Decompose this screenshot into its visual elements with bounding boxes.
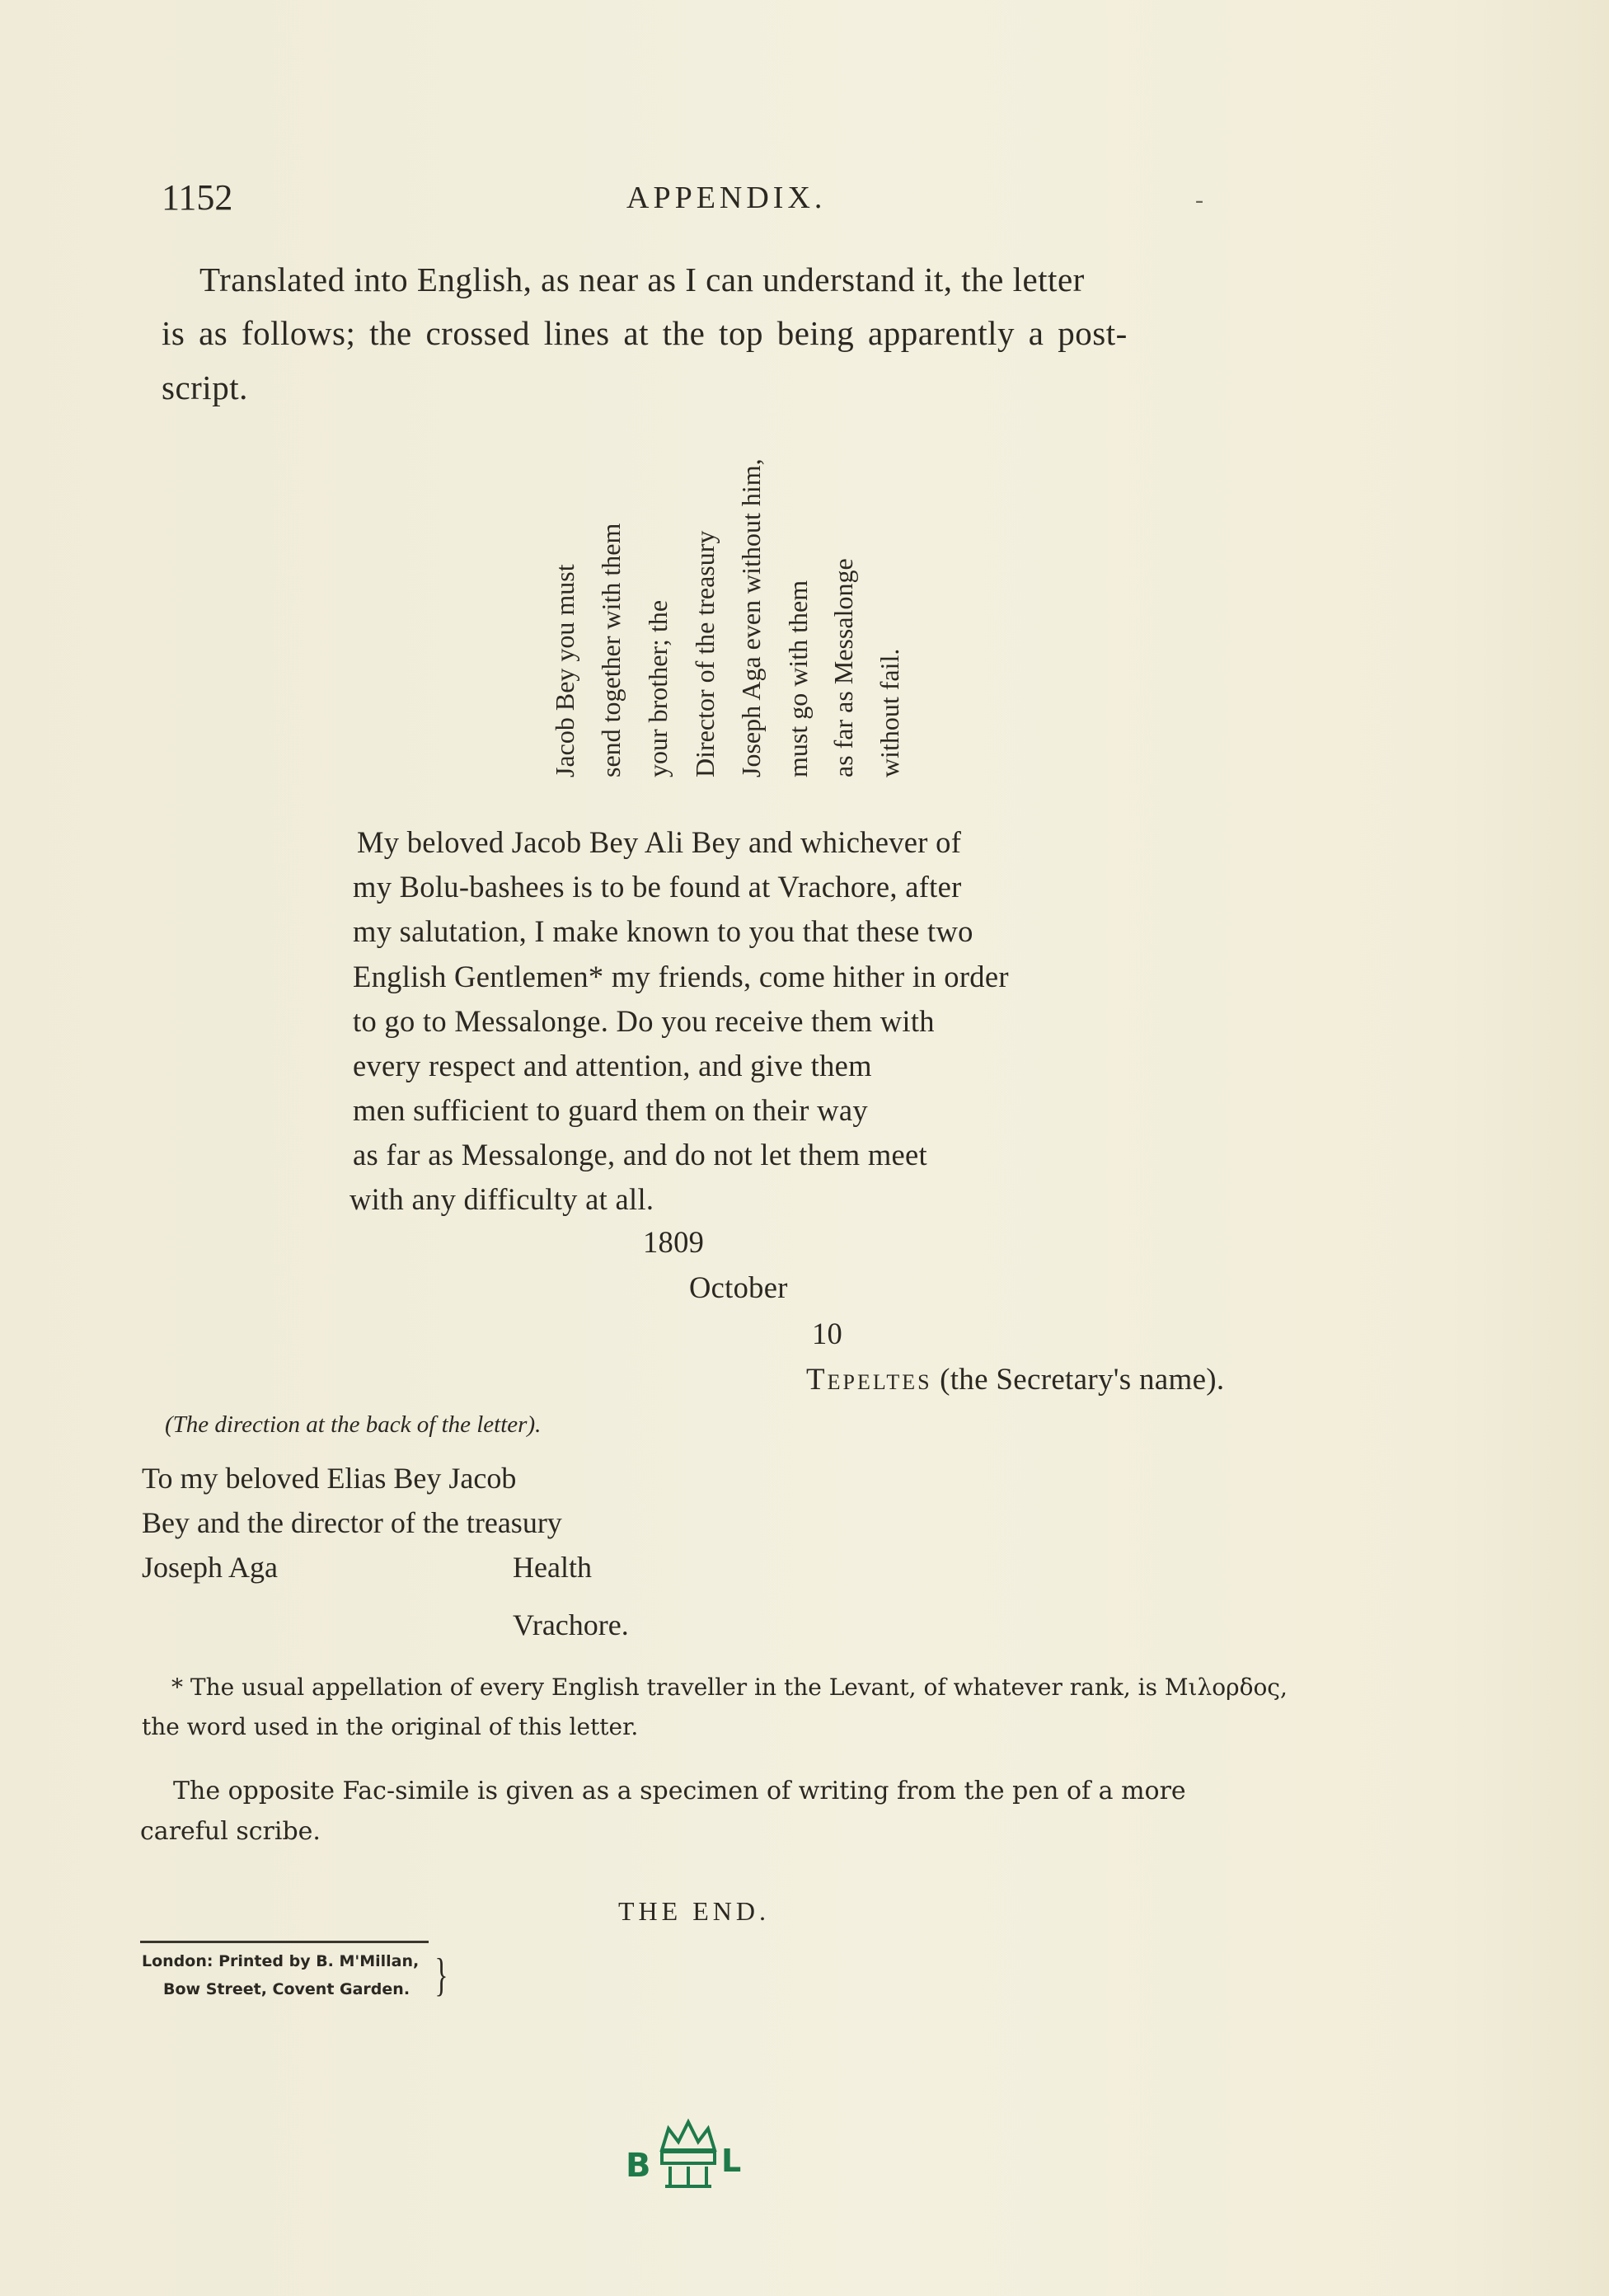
letter-line: as far as Messalonge, and do not let them meet: [353, 1138, 927, 1171]
date-day: 10: [812, 1317, 843, 1350]
date-month: October: [689, 1270, 788, 1304]
imprint-line-1: London: Printed by B. M'Millan,: [142, 1952, 420, 1970]
signature: [806, 1362, 1224, 1397]
postscript-line: without fail.: [875, 648, 904, 777]
intro-line-2: is as follows; the crossed lines at the top being apparently a post-: [162, 314, 1128, 352]
footnote-line-2: the word used in the original of this letter.: [142, 1713, 639, 1740]
the-end: THE END.: [618, 1896, 770, 1926]
direction-line-1: To my beloved Elias Bey Jacob: [142, 1462, 517, 1495]
note-line-2: careful scribe.: [140, 1817, 321, 1846]
postscript-line: send together with them: [596, 523, 626, 777]
intro-line-3: script.: [162, 369, 248, 406]
letter-line: men sufficient to guard them on their way: [353, 1093, 868, 1127]
letter-line: My beloved Jacob Bey Ali Bey and whichever of: [357, 825, 962, 859]
direction-line-3-left: Joseph Aga: [142, 1551, 278, 1584]
direction-caption: (The direction at the back of the letter).: [165, 1411, 542, 1438]
direction-line-4: Vrachore.: [513, 1608, 629, 1641]
crown-icon: [662, 2122, 715, 2186]
signature-note: (the Secretary's name).: [940, 1363, 1225, 1397]
footnote-line-1: * The usual appellation of every English traveller in the Levant, of whatever rank, is Μιλορδος,: [171, 1674, 1288, 1701]
letter-line: every respect and attention, and give them: [353, 1049, 872, 1082]
letter-line: to go to Messalonge. Do you receive them with: [353, 1004, 935, 1038]
letter-line: my Bolu-bashees is to be found at Vrachore, after: [353, 870, 962, 904]
postscript-line: Joseph Aga even without him,: [736, 458, 766, 777]
stamp-letter-b: B: [626, 2147, 651, 2185]
note-line-1: The opposite Fac-simile is given as a specimen of writing from the pen of a more: [173, 1777, 1186, 1805]
imprint-line-2: Bow Street, Covent Garden.: [163, 1980, 410, 1998]
letter-line: my salutation, I make known to you that these two: [353, 914, 973, 948]
postscript-line: as far as Messalonge: [828, 558, 858, 777]
date-year: 1809: [643, 1225, 705, 1259]
page-number: 1152: [162, 177, 233, 218]
postscript-line: must go with them: [783, 580, 813, 777]
intro-line-1: Translated into English, as near as I can understand it, the letter: [199, 261, 1085, 298]
direction-line-2: Bey and the director of the treasury: [142, 1506, 562, 1539]
postscript-line: your brother; the: [643, 599, 673, 777]
library-stamp: [622, 2117, 754, 2191]
letter-line: English Gentlemen* my friends, come hither in order: [353, 960, 1009, 993]
running-title: APPENDIX.: [626, 181, 827, 215]
header-mark: -: [1195, 186, 1203, 214]
imprint-brace: }: [434, 1950, 448, 2001]
direction-line-3-right: Health: [513, 1551, 592, 1584]
postscript-vertical: [540, 387, 903, 808]
postscript-line: Jacob Bey you must: [550, 564, 579, 777]
signature-name: Tepeltes: [806, 1363, 932, 1397]
letter-line: with any difficulty at all.: [349, 1182, 654, 1216]
postscript-line: Director of the treasury: [690, 530, 720, 777]
imprint-rule: [140, 1941, 429, 1943]
stamp-letter-l: L: [721, 2143, 742, 2179]
